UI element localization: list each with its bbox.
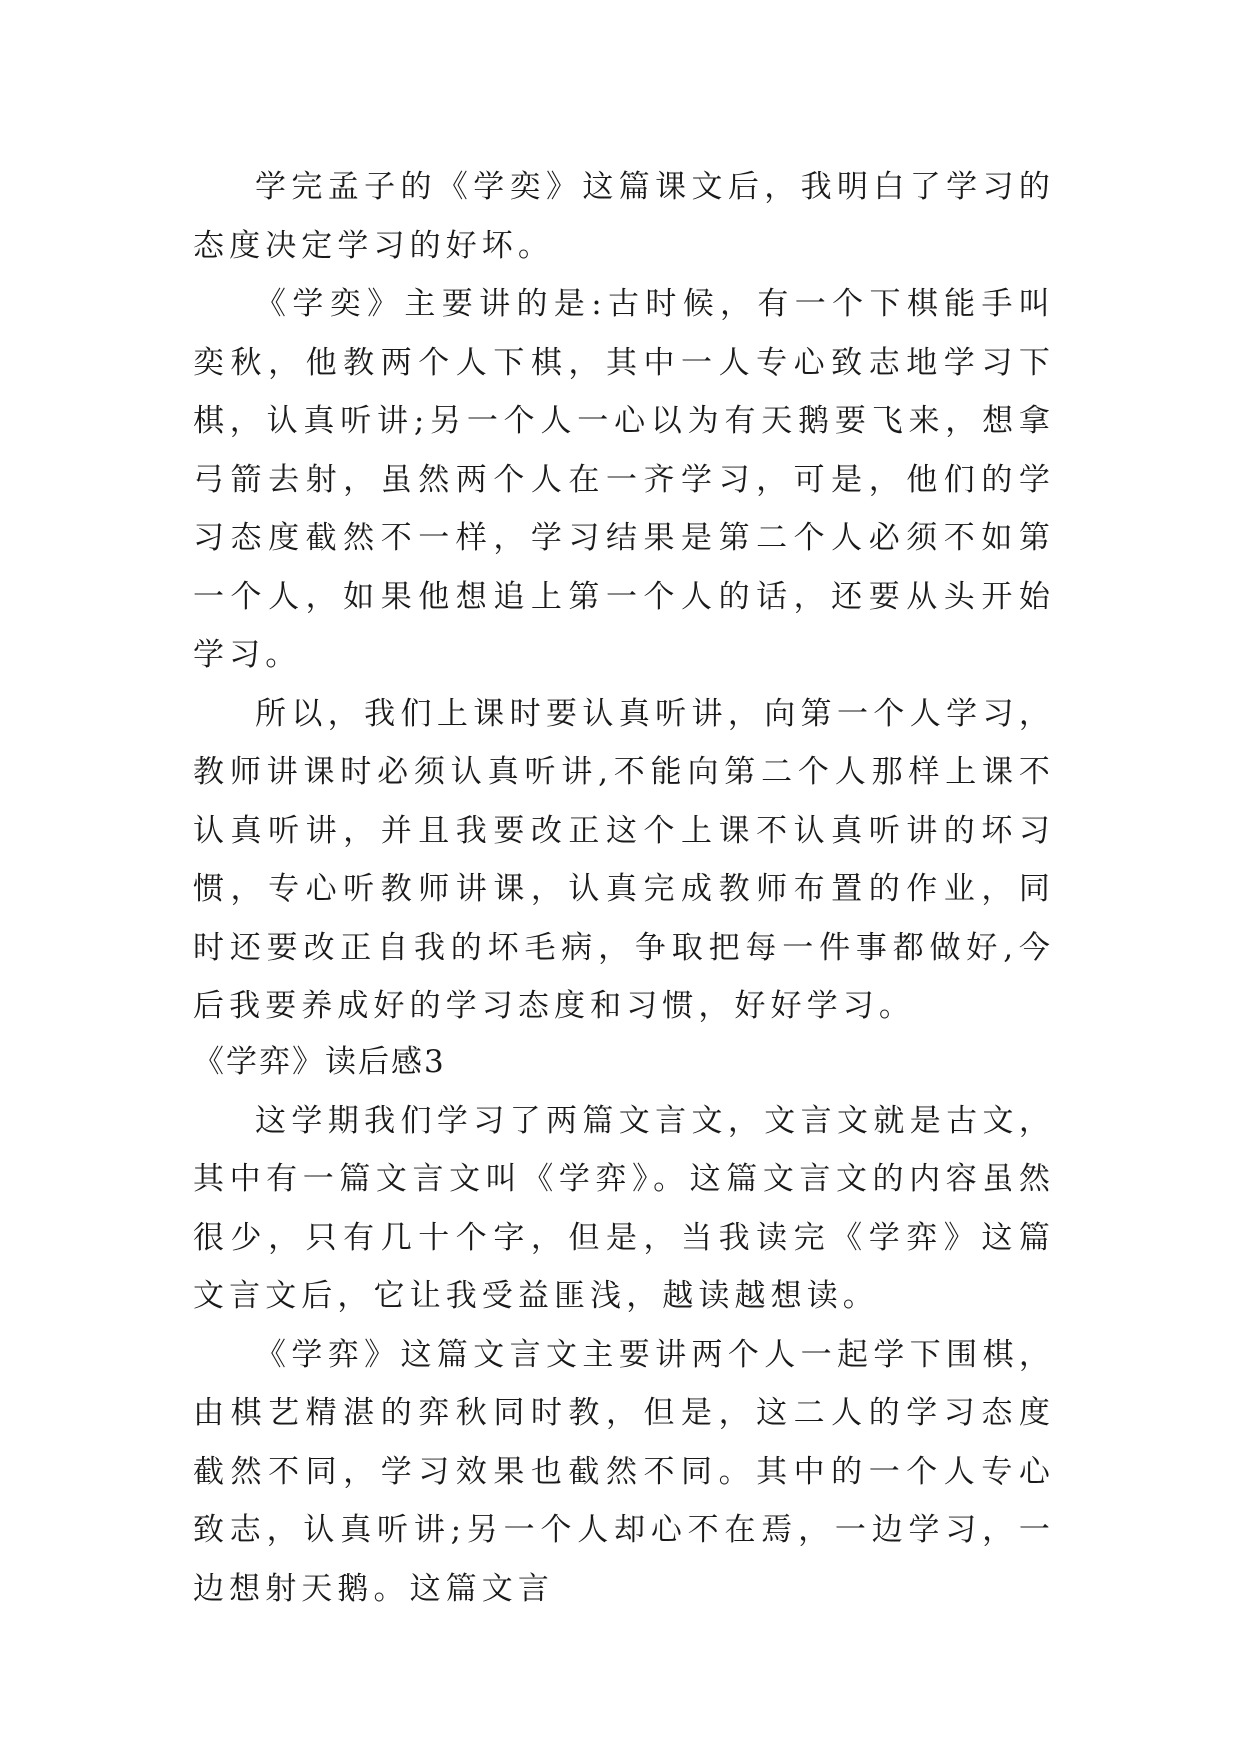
paragraph: 这学期我们学习了两篇文言文，文言文就是古文，其中有一篇文言文叫《学弈》。这篇文言文的内容虽然很少，只有几十个字，但是，当我读完《学弈》这篇文言文后，它让我受益匪浅，越读越想读。 bbox=[193, 1102, 1055, 1314]
paragraph: 《学奕》主要讲的是:古时候，有一个下棋能手叫奕秋，他教两个人下棋，其中一人专心致志地学习下棋，认真听讲;另一个人一心以为有天鹅要飞来，想拿弓箭去射，虽然两个人在一齐学习，可是，他们的学习态度截然不一样，学习结果是第二个人必须不如第一个人，如果他想追上第一个人的话，还要从头开始学习。 bbox=[193, 286, 1055, 673]
section-heading: 《学弈》读后感3 bbox=[193, 1044, 446, 1080]
essay-section-2 bbox=[193, 1033, 1055, 1618]
paragraph: 所以，我们上课时要认真听讲，向第一个人学习，教师讲课时必须认真听讲,不能向第二个人那样上课不认真听讲，并且我要改正这个上课不认真听讲的坏习惯，专心听教师讲课，认真完成教师布置的作业，同时还要改正自我的坏毛病，争取把每一件事都做好,今后我要养成好的学习态度和习惯，好好学习。 bbox=[193, 695, 1055, 1024]
paragraph: 学完孟子的《学奕》这篇课文后，我明白了学习的态度决定学习的好坏。 bbox=[193, 169, 1055, 264]
essay-section-1 bbox=[193, 158, 1055, 1036]
paragraph: 《学弈》这篇文言文主要讲两个人一起学下围棋，由棋艺精湛的弈秋同时教，但是，这二人的学习态度截然不同，学习效果也截然不同。其中的一个人专心致志，认真听讲;另一个人却心不在焉，一边学习，一边想射天鹅。这篇文言 bbox=[193, 1336, 1055, 1607]
